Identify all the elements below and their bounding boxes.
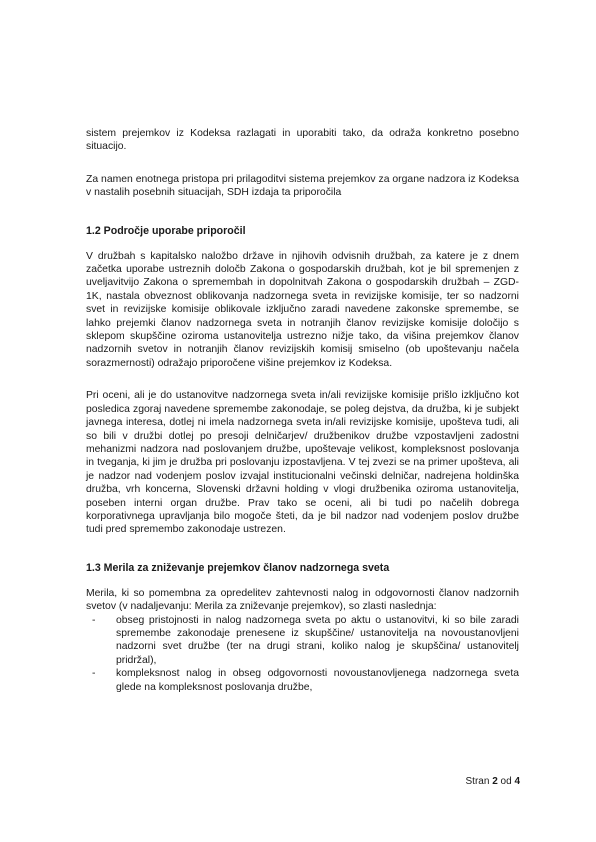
page-number-current: 2 <box>492 776 498 787</box>
list-item <box>86 667 519 694</box>
list-item <box>86 614 519 668</box>
section-heading-1-3: 1.3 Merila za zniževanje prejemkov članov nadzornega sveta <box>86 561 390 574</box>
dash-bullet-icon: - <box>92 668 96 680</box>
dash-bullet-icon: - <box>92 614 96 626</box>
page-number-prefix: Stran <box>465 776 493 787</box>
page-number-total: 4 <box>514 776 520 787</box>
page-number-middle: od <box>497 776 515 787</box>
section-1-3-paragraph-1: Merila, ki so pomembna za opredelitev zahtevnosti nalog in odgovornosti članov nadzornih svetov (v nadaljevanju: Merila za zniževanje prejemkov), so zlasti naslednja: <box>86 587 519 613</box>
page-number <box>466 776 521 787</box>
list-item-text: obseg pristojnosti in nalog nadzornega sveta po aktu o ustanovitvi, ki so bile zaradi spremembe zakonodaje prenesene iz skupščine/ ustanovitelja na novoustanovljeni nadzorni svet družbe (ter na drugi strani, koliko nalog je skupščina/ ustanovitelj pridržal), <box>116 614 519 666</box>
intro-paragraph-2: Za namen enotnega pristopa pri prilagoditvi sistema prejemkov za organe nadzora iz Kodeksa v nastalih posebnih situacijah, SDH izdaja ta priporočila <box>86 173 519 199</box>
section-1-2-paragraph-1: V družbah s kapitalsko naložbo države in njihovih odvisnih družbah, za katere je z dnem začetka uporabe ustreznih določb Zakona o gospodarskih družbah, kot je bil spremenjen z uveljavitvijo Zakona o spremembah in dopolnitvah Zakona o gospodarskih družbah – ZGD-1K, nastala obveznost oblikovanja nadzornega sveta in revizijske komisije, ter so nadzorni svet in revizijske komisije oblikovale izključno zaradi navedene zakonske spremembe, se lahko prejemki članov nadzornega sveta in notranjih članov revizijske komisije določijo s sklepom skupščine oziroma ustanovitelja ustrezno nižje tako, da višina prejemkov članov nadzornih svetov in notranjih članov revizijskih komisij smiselno (ob upoštevanju načela sorazmernosti) odražajo priporočene višine prejemkov iz Kodeksa. <box>86 250 519 369</box>
criteria-list <box>86 614 519 694</box>
list-item-text: kompleksnost nalog in obseg odgovornosti novoustanovljenega nadzornega sveta glede na kompleksnost poslovanja družbe, <box>116 668 519 693</box>
section-heading-1-2: 1.2 Področje uporabe priporočil <box>86 224 246 237</box>
section-1-2-paragraph-2: Pri oceni, ali je do ustanovitve nadzornega sveta in/ali revizijske komisije prišlo izključno kot posledica zgoraj navedene spremembe zakonodaje, se poleg dejstva, da družba, ki je subjekt javnega interesa, dotlej ni imela nadzornega sveta in/ali revizijske komisije, upošteva tudi, ali so bili v družbi dotlej po presoji delničarjev/ družbenikov družbe vzpostavljeni zadostni mehanizmi nadzora nad poslovanjem družbe, upoštevaje velikost, kompleksnost poslovanja in tveganja, ki jim je družba pri poslovanju izpostavljena. V tej zvezi se na primer upošteva, ali je nadzor nad vodenjem poslov izvajal institucionalni večinski delničar, nadrejena holdinška družba, vrh koncerna, Slovenski državni holding v vlogi družbenika oziroma ustanovitelja, poseben interni organ družbe. Prav tako se oceni, ali bi tudi po načelih dobrega korporativnega upravljanja bilo mogoče šteti, da je bil nadzor nad vodenjem poslov družbe tudi pred spremembo zakonodaje ustrezen. <box>86 390 519 536</box>
page-content <box>86 127 519 694</box>
intro-paragraph-1: sistem prejemkov iz Kodeksa razlagati in uporabiti tako, da odraža konkretno posebno situacijo. <box>86 128 519 153</box>
